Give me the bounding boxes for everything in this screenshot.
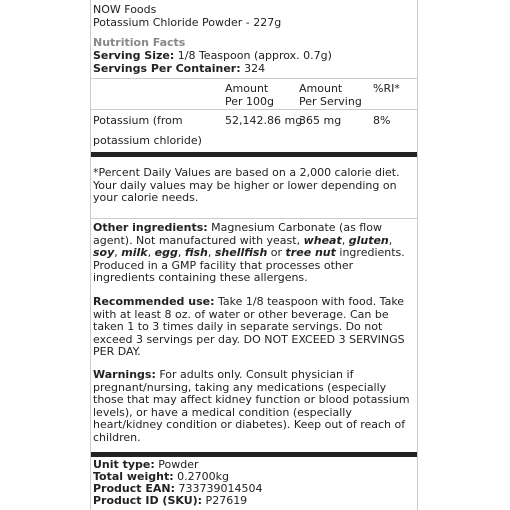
unit-type-value: Powder (154, 458, 199, 471)
sep: , (207, 246, 215, 260)
servings-per-container (93, 62, 265, 75)
sep: or (267, 246, 286, 260)
allergen-soy: soy (93, 246, 115, 260)
sep: , (147, 246, 155, 260)
nutrition-facts-heading: Nutrition Facts (93, 36, 186, 49)
allergen-gluten: gluten (348, 233, 389, 247)
panel-right-border (417, 0, 418, 510)
unit-type-label: Unit type: (93, 458, 155, 471)
row-name-line2: potassium chloride) (93, 134, 202, 147)
servings-value: 324 (244, 62, 266, 75)
allergen-egg: egg (154, 246, 178, 260)
allergen-shellfish: shellfish (214, 246, 268, 260)
product-sku-label: Product ID (SKU): (93, 494, 203, 507)
product-sku (93, 494, 247, 507)
thick-divider-2 (91, 452, 417, 457)
product-ean-value: 733739014504 (175, 482, 263, 495)
recommended-use-block (93, 296, 413, 359)
col-header-amount-100g-1: Amount (225, 82, 269, 95)
allergen-tree-nut: tree nut (285, 246, 336, 260)
divider-footnote (91, 218, 417, 219)
col-header-amount-serving-2: Per Serving (299, 95, 362, 108)
warnings-block (93, 369, 413, 445)
sep: , (114, 246, 122, 260)
allergen-milk: milk (121, 246, 148, 260)
row-value-per-100g: 52,142.86 mg (225, 114, 303, 127)
warnings-label: Warnings: (93, 368, 156, 381)
recommended-use-label: Recommended use: (93, 295, 215, 308)
col-header-amount-100g-2: Per 100g (225, 95, 275, 108)
panel-left-border (90, 0, 91, 510)
recommended-use-text: Take 1/8 teaspoon with food. Take with at least 8 oz. of water or other beverage. Can be taken 1 to 3 times daily in separate servings. Do not exceed 3 servings per day. DO NOT EXCEED 3 SERVINGS PER DAY. (93, 295, 405, 359)
brand-name: NOW Foods (93, 3, 157, 16)
footnote: *Percent Daily Values are based on a 2,000 calorie diet. Your daily values may be higher or lower depending on your calorie needs. (93, 166, 400, 205)
serving-size-label: Serving Size: (93, 49, 175, 62)
total-weight-value: 0.2700kg (173, 470, 229, 483)
servings-label: Servings Per Container: (93, 62, 241, 75)
col-header-amount-serving-1: Amount (299, 82, 343, 95)
product-sku-value: P27619 (202, 494, 248, 507)
product-title: Potassium Chloride Powder - 227g (93, 16, 282, 29)
ingredients-block (93, 222, 413, 285)
sep: , (388, 233, 393, 247)
row-value-per-serving: 365 mg (299, 114, 342, 127)
col-header-ri: %RI* (373, 82, 400, 95)
allergen-wheat: wheat (303, 233, 342, 247)
thick-divider-1 (91, 152, 417, 157)
ingredients-text-1: Magnesium Carbonate (as flow agent). Not manufactured with yeast, (93, 221, 382, 247)
allergen-fish: fish (184, 246, 208, 260)
ingredients-label: Other ingredients: (93, 221, 208, 234)
nutrition-table (91, 78, 417, 153)
product-ean-label: Product EAN: (93, 482, 175, 495)
total-weight-label: Total weight: (93, 470, 174, 483)
sep: , (341, 233, 349, 247)
serving-size (93, 49, 332, 62)
ingredients-text-2: ingredients. Produced in a GMP facility that processes other ingredients containing these allergens. (93, 246, 405, 285)
row-value-ri: 8% (373, 114, 391, 127)
table-header-divider (91, 109, 417, 110)
row-name-line1: Potassium (from (93, 114, 183, 127)
sep: , (177, 246, 185, 260)
serving-size-value: 1/8 Teaspoon (approx. 0.7g) (177, 49, 332, 62)
warnings-text: For adults only. Consult physician if pregnant/nursing, taking any medications (especially those that may affect kidney function or blood potassium levels), or have a medical condition (especially heart/kidney condition or diabetes). Keep out of reach of children. (93, 368, 410, 444)
